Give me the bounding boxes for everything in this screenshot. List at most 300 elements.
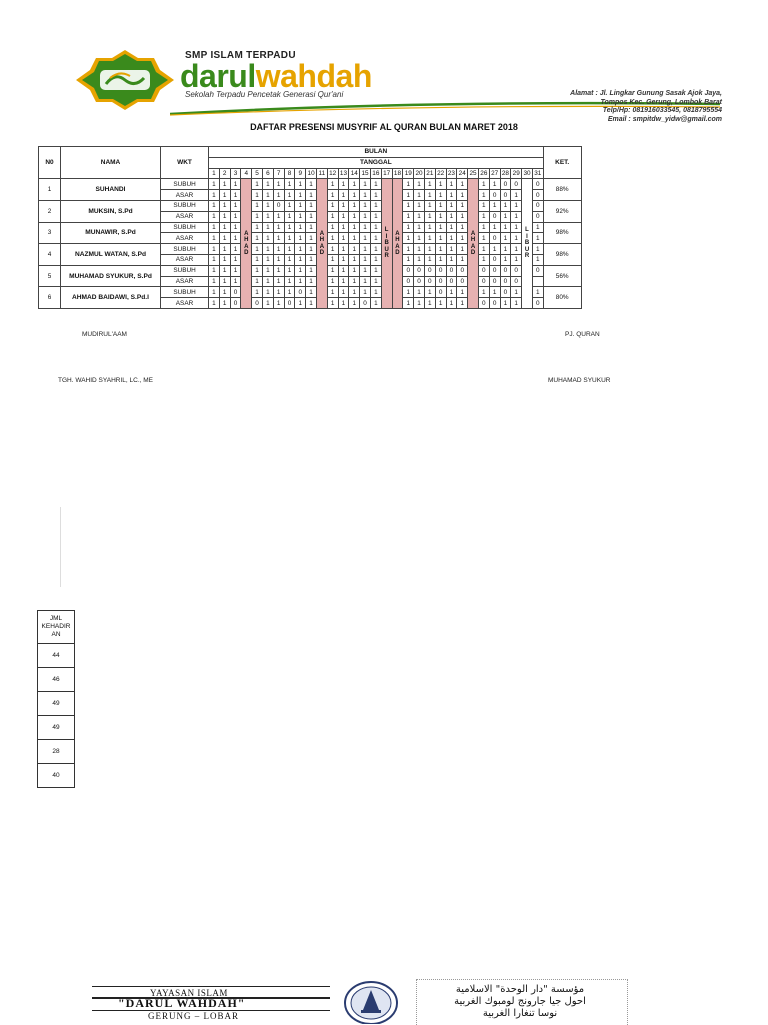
attendance-cell: 0 <box>489 211 500 222</box>
holiday-label: A H A D <box>319 230 325 257</box>
attendance-cell: 0 <box>360 298 371 309</box>
total-value: 46 <box>38 668 75 692</box>
attendance-percent: 56% <box>543 265 581 287</box>
attendance-cell: 1 <box>284 287 295 298</box>
holiday-label: L I B U R <box>524 227 530 260</box>
attendance-cell: 1 <box>349 211 360 222</box>
attendance-cell: 1 <box>219 244 230 255</box>
attendance-cell: 1 <box>273 265 284 276</box>
attendance-cell: 0 <box>532 200 543 211</box>
day-number: 27 <box>491 169 499 177</box>
attendance-cell: 1 <box>424 200 435 211</box>
attendance-cell: 1 <box>349 179 360 190</box>
attendance-cell: 1 <box>306 287 317 298</box>
attendance-cell: 1 <box>230 233 241 244</box>
attendance-cell: 0 <box>489 276 500 287</box>
attendance-cell: 1 <box>511 190 522 201</box>
attendance-cell: 1 <box>306 265 317 276</box>
footer-stamp <box>0 970 768 1024</box>
table-row <box>39 200 582 211</box>
attendance-cell: 1 <box>262 287 273 298</box>
attendance-cell: 1 <box>457 244 468 255</box>
attendance-cell: 0 <box>252 298 263 309</box>
attendance-cell: 1 <box>511 222 522 233</box>
session-label: SUBUH <box>161 200 209 211</box>
signature-right-name: MUHAMAD SYUKUR <box>548 377 611 384</box>
attendance-cell: 1 <box>284 200 295 211</box>
attendance-cell: 1 <box>273 222 284 233</box>
attendance-cell: 1 <box>306 276 317 287</box>
attendance-cell: 1 <box>435 254 446 265</box>
attendance-cell: 1 <box>360 233 371 244</box>
holiday-column <box>316 179 327 309</box>
day-number: 25 <box>469 169 477 177</box>
attendance-cell: 0 <box>230 287 241 298</box>
total-header: JML KEHADIR AN <box>38 611 75 644</box>
day-number: 16 <box>372 169 380 177</box>
day-number: 14 <box>350 169 358 177</box>
session-label: ASAR <box>161 233 209 244</box>
address-line: Alamat : Jl. Lingkar Gunung Sasak Ajok Jaya, <box>570 90 722 97</box>
attendance-cell: 1 <box>500 254 511 265</box>
attendance-cell: 1 <box>457 298 468 309</box>
day-number: 31 <box>534 169 542 177</box>
signature-left-name: TGH. WAHID SYAHRIL, LC., ME <box>58 377 153 384</box>
total-value: 40 <box>38 764 75 788</box>
attendance-cell: 0 <box>230 298 241 309</box>
attendance-cell: 1 <box>295 244 306 255</box>
holiday-label: A H A D <box>395 230 400 257</box>
attendance-cell: 1 <box>338 200 349 211</box>
session-label: ASAR <box>161 211 209 222</box>
attendance-cell: 1 <box>414 244 425 255</box>
row-number: 3 <box>39 222 61 244</box>
attendance-cell: 0 <box>489 233 500 244</box>
attendance-cell: 1 <box>511 211 522 222</box>
header-bulan: BULAN <box>209 147 544 158</box>
teacher-name: MUKSIN, S.Pd <box>61 200 161 222</box>
attendance-cell: 1 <box>424 298 435 309</box>
attendance-cell: 0 <box>414 265 425 276</box>
row-number: 2 <box>39 200 61 222</box>
attendance-cell: 1 <box>327 254 338 265</box>
attendance-cell: 1 <box>500 222 511 233</box>
attendance-percent: 92% <box>543 200 581 222</box>
attendance-cell: 1 <box>209 222 220 233</box>
attendance-cell: 1 <box>403 244 414 255</box>
school-type: SMP ISLAM TERPADU <box>185 50 296 61</box>
session-label: SUBUH <box>161 287 209 298</box>
attendance-cell: 1 <box>262 200 273 211</box>
arabic-line: مؤسسة "دار الوحدة" الاسلامية <box>455 984 585 995</box>
signature-right-title: PJ. QURAN <box>565 331 600 338</box>
attendance-cell: 1 <box>370 200 381 211</box>
attendance-cell: 1 <box>435 211 446 222</box>
row-number: 1 <box>39 179 61 201</box>
attendance-cell: 1 <box>478 244 489 255</box>
attendance-cell: 1 <box>209 276 220 287</box>
attendance-cell: 1 <box>489 287 500 298</box>
session-label: SUBUH <box>161 265 209 276</box>
attendance-cell: 0 <box>457 276 468 287</box>
attendance-cell: 1 <box>262 233 273 244</box>
attendance-cell: 0 <box>500 190 511 201</box>
arabic-line: احول جيا جارونج لومبوك الغربية <box>454 996 586 1007</box>
day-number: 28 <box>501 169 509 177</box>
attendance-cell: 1 <box>284 190 295 201</box>
attendance-cell: 0 <box>489 265 500 276</box>
attendance-cell: 1 <box>489 179 500 190</box>
attendance-cell: 1 <box>284 233 295 244</box>
foundation-line-3: GERUNG – LOBAR <box>148 1011 240 1021</box>
teacher-name: MUNAWIR, S.Pd <box>61 222 161 244</box>
attendance-cell: 1 <box>370 190 381 201</box>
attendance-cell: 1 <box>338 287 349 298</box>
holiday-label: L I B U R <box>384 227 389 260</box>
day-number: 18 <box>393 169 401 177</box>
attendance-cell: 1 <box>209 200 220 211</box>
attendance-cell: 1 <box>273 298 284 309</box>
attendance-cell: 1 <box>511 244 522 255</box>
attendance-cell: 1 <box>457 211 468 222</box>
attendance-cell: 1 <box>349 254 360 265</box>
attendance-cell: 1 <box>230 190 241 201</box>
attendance-percent: 98% <box>543 222 581 244</box>
attendance-cell: 1 <box>284 211 295 222</box>
table-row <box>39 222 582 233</box>
teacher-name: NAZMUL WATAN, S.Pd <box>61 244 161 266</box>
attendance-cell: 1 <box>349 200 360 211</box>
day-number: 19 <box>404 169 412 177</box>
attendance-cell: 1 <box>414 200 425 211</box>
address-line: Email : smpitdw_yidw@gmail.com <box>607 115 722 123</box>
attendance-cell: 1 <box>446 298 457 309</box>
attendance-cell: 1 <box>209 265 220 276</box>
attendance-cell: 1 <box>252 179 263 190</box>
attendance-cell: 1 <box>295 298 306 309</box>
attendance-cell: 0 <box>424 276 435 287</box>
attendance-cell: 1 <box>446 254 457 265</box>
attendance-cell: 1 <box>219 298 230 309</box>
attendance-cell: 1 <box>230 200 241 211</box>
attendance-total-table <box>37 610 75 788</box>
attendance-cell: 1 <box>424 190 435 201</box>
attendance-cell: 1 <box>457 287 468 298</box>
foundation-seal-icon <box>343 978 399 1024</box>
attendance-cell: 1 <box>478 200 489 211</box>
attendance-cell: 1 <box>273 233 284 244</box>
attendance-cell: 1 <box>209 233 220 244</box>
attendance-cell: 0 <box>532 190 543 201</box>
attendance-table <box>38 146 582 309</box>
attendance-cell: 1 <box>306 298 317 309</box>
attendance-cell: 1 <box>457 233 468 244</box>
attendance-cell: 1 <box>435 190 446 201</box>
attendance-cell: 1 <box>360 179 371 190</box>
attendance-percent: 88% <box>543 179 581 201</box>
attendance-cell: 1 <box>424 244 435 255</box>
attendance-cell: 1 <box>306 244 317 255</box>
attendance-cell: 0 <box>435 265 446 276</box>
day-number: 11 <box>316 168 327 179</box>
attendance-cell: 1 <box>349 233 360 244</box>
attendance-cell: 1 <box>219 179 230 190</box>
attendance-cell: 1 <box>414 233 425 244</box>
session-label: ASAR <box>161 276 209 287</box>
attendance-cell: 1 <box>306 179 317 190</box>
attendance-cell: 1 <box>338 254 349 265</box>
attendance-cell: 1 <box>370 211 381 222</box>
attendance-cell: 1 <box>295 211 306 222</box>
day-number: 9 <box>295 168 306 179</box>
attendance-cell: 0 <box>500 265 511 276</box>
day-number: 8 <box>284 168 295 179</box>
attendance-cell: 1 <box>511 200 522 211</box>
attendance-cell: 0 <box>478 276 489 287</box>
attendance-cell: 1 <box>370 298 381 309</box>
school-address <box>570 90 722 124</box>
attendance-cell: 1 <box>446 222 457 233</box>
holiday-label: A H A D <box>244 230 249 257</box>
day-number: 30 <box>523 169 531 177</box>
attendance-cell: 1 <box>489 222 500 233</box>
attendance-cell: 1 <box>252 190 263 201</box>
day-number: 5 <box>252 168 263 179</box>
brand-part-2: wahdah <box>255 58 372 94</box>
teacher-name: SUHANDI <box>61 179 161 201</box>
attendance-cell: 1 <box>230 244 241 255</box>
attendance-cell: 1 <box>338 211 349 222</box>
attendance-cell: 1 <box>500 298 511 309</box>
day-number: 22 <box>437 169 445 177</box>
session-label: SUBUH <box>161 222 209 233</box>
attendance-cell: 1 <box>403 233 414 244</box>
attendance-cell: 1 <box>306 211 317 222</box>
attendance-cell: 0 <box>424 265 435 276</box>
attendance-cell: 1 <box>424 287 435 298</box>
attendance-cell: 1 <box>403 298 414 309</box>
attendance-cell: 1 <box>414 190 425 201</box>
attendance-cell: 1 <box>360 211 371 222</box>
attendance-cell: 1 <box>306 190 317 201</box>
attendance-cell: 1 <box>403 179 414 190</box>
attendance-cell: 1 <box>500 233 511 244</box>
attendance-cell: 0 <box>414 276 425 287</box>
attendance-cell: 0 <box>457 265 468 276</box>
attendance-cell: 1 <box>446 287 457 298</box>
attendance-cell: 1 <box>349 298 360 309</box>
attendance-cell: 1 <box>306 254 317 265</box>
attendance-cell: 1 <box>209 190 220 201</box>
attendance-cell: 1 <box>338 298 349 309</box>
attendance-cell: 1 <box>360 200 371 211</box>
attendance-cell: 1 <box>284 254 295 265</box>
attendance-cell: 0 <box>500 287 511 298</box>
attendance-cell: 1 <box>295 276 306 287</box>
attendance-cell: 1 <box>284 244 295 255</box>
attendance-cell: 1 <box>403 254 414 265</box>
attendance-cell: 0 <box>500 276 511 287</box>
attendance-cell: 1 <box>209 244 220 255</box>
teacher-name: MUHAMAD SYUKUR, S.Pd <box>61 265 161 287</box>
attendance-cell: 1 <box>273 244 284 255</box>
row-number: 5 <box>39 265 61 287</box>
attendance-cell: 0 <box>446 265 457 276</box>
attendance-cell: 1 <box>306 233 317 244</box>
attendance-cell: 0 <box>489 298 500 309</box>
attendance-cell: 1 <box>327 265 338 276</box>
school-logo <box>70 48 180 112</box>
session-label: ASAR <box>161 190 209 201</box>
attendance-cell: 1 <box>252 276 263 287</box>
attendance-cell: 1 <box>327 244 338 255</box>
attendance-cell: 1 <box>327 276 338 287</box>
attendance-cell: 1 <box>219 254 230 265</box>
day-number: 2 <box>219 168 230 179</box>
attendance-cell: 1 <box>349 190 360 201</box>
attendance-cell: 1 <box>500 200 511 211</box>
attendance-cell: 1 <box>532 222 543 233</box>
attendance-cell: 1 <box>327 298 338 309</box>
day-number: 6 <box>262 168 273 179</box>
holiday-column <box>381 179 392 309</box>
attendance-cell: 0 <box>446 276 457 287</box>
attendance-cell: 1 <box>273 211 284 222</box>
day-number: 24 <box>458 169 466 177</box>
attendance-cell: 0 <box>500 179 511 190</box>
arabic-foundation-name <box>420 984 620 1020</box>
attendance-cell: 1 <box>424 179 435 190</box>
attendance-cell: 1 <box>219 287 230 298</box>
attendance-cell: 1 <box>414 287 425 298</box>
attendance-cell: 1 <box>478 233 489 244</box>
holiday-column <box>392 179 403 309</box>
attendance-cell: 1 <box>511 254 522 265</box>
attendance-cell: 1 <box>414 254 425 265</box>
attendance-cell: 0 <box>478 298 489 309</box>
attendance-cell: 0 <box>511 276 522 287</box>
attendance-cell: 1 <box>457 222 468 233</box>
day-number: 20 <box>415 169 423 177</box>
attendance-cell: 1 <box>338 222 349 233</box>
brand-part-1: darul <box>180 58 256 94</box>
attendance-cell: 1 <box>219 190 230 201</box>
row-number: 4 <box>39 244 61 266</box>
address-line: Telp/Hp: 081916033545, 0818795554 <box>602 107 722 114</box>
attendance-cell: 1 <box>360 287 371 298</box>
attendance-cell: 1 <box>360 244 371 255</box>
attendance-cell: 1 <box>230 222 241 233</box>
attendance-cell: 0 <box>295 287 306 298</box>
attendance-cell: 1 <box>295 200 306 211</box>
attendance-cell: 1 <box>370 254 381 265</box>
total-value: 49 <box>38 716 75 740</box>
attendance-cell: 0 <box>478 265 489 276</box>
foundation-line-2: "DARUL WAHDAH" <box>118 996 246 1010</box>
attendance-cell: 1 <box>338 179 349 190</box>
attendance-cell: 1 <box>230 179 241 190</box>
attendance-cell: 1 <box>370 276 381 287</box>
attendance-cell: 1 <box>370 179 381 190</box>
attendance-cell: 1 <box>360 265 371 276</box>
attendance-cell: 1 <box>327 190 338 201</box>
attendance-cell: 1 <box>252 265 263 276</box>
attendance-cell: 1 <box>209 211 220 222</box>
attendance-cell: 1 <box>489 200 500 211</box>
attendance-cell: 1 <box>209 254 220 265</box>
attendance-cell: 1 <box>219 200 230 211</box>
attendance-cell: 1 <box>230 211 241 222</box>
attendance-cell: 1 <box>370 287 381 298</box>
day-number: 21 <box>426 169 434 177</box>
attendance-cell: 1 <box>262 222 273 233</box>
attendance-cell: 1 <box>478 190 489 201</box>
attendance-cell: 1 <box>435 244 446 255</box>
attendance-cell: 1 <box>209 179 220 190</box>
table-row <box>39 179 582 190</box>
attendance-cell: 1 <box>435 233 446 244</box>
attendance-cell: 1 <box>306 200 317 211</box>
teacher-name: AHMAD BAIDAWI, S.Pd.I <box>61 287 161 309</box>
attendance-cell: 1 <box>338 244 349 255</box>
day-number: 29 <box>512 169 520 177</box>
day-number: 17 <box>383 169 391 177</box>
attendance-cell: 1 <box>446 190 457 201</box>
attendance-cell: 0 <box>489 254 500 265</box>
holiday-column <box>522 179 533 309</box>
attendance-cell: 1 <box>295 233 306 244</box>
attendance-cell: 1 <box>209 298 220 309</box>
attendance-cell: 1 <box>327 179 338 190</box>
session-label: ASAR <box>161 254 209 265</box>
day-number: 23 <box>447 169 455 177</box>
attendance-cell: 1 <box>370 233 381 244</box>
attendance-cell: 1 <box>273 254 284 265</box>
attendance-cell: 1 <box>349 287 360 298</box>
attendance-cell: 1 <box>403 190 414 201</box>
attendance-cell: 1 <box>424 233 435 244</box>
attendance-cell: 0 <box>435 276 446 287</box>
attendance-cell: 1 <box>262 179 273 190</box>
address-line: Tompos Kec. Gerung, Lombok Barat <box>600 98 722 106</box>
attendance-cell: 1 <box>446 200 457 211</box>
attendance-cell: 1 <box>284 222 295 233</box>
attendance-cell: 1 <box>370 222 381 233</box>
attendance-cell: 1 <box>327 211 338 222</box>
row-number: 6 <box>39 287 61 309</box>
attendance-cell: 1 <box>284 276 295 287</box>
attendance-cell: 1 <box>230 265 241 276</box>
attendance-cell: 1 <box>327 200 338 211</box>
attendance-cell: 1 <box>262 276 273 287</box>
attendance-cell: 1 <box>338 276 349 287</box>
attendance-cell: 1 <box>360 254 371 265</box>
header-tanggal: TANGGAL <box>209 157 544 168</box>
attendance-cell: 1 <box>295 179 306 190</box>
attendance-cell: 1 <box>327 287 338 298</box>
attendance-cell: 1 <box>252 200 263 211</box>
attendance-cell: 1 <box>306 222 317 233</box>
attendance-cell: 1 <box>252 222 263 233</box>
attendance-cell: 1 <box>327 222 338 233</box>
attendance-cell: 1 <box>511 233 522 244</box>
attendance-cell: 1 <box>424 222 435 233</box>
attendance-cell: 1 <box>532 244 543 255</box>
attendance-cell: 1 <box>500 244 511 255</box>
day-number: 15 <box>361 169 369 177</box>
school-tagline: Sekolah Terpadu Pencetak Generasi Qur'ani <box>185 90 344 99</box>
attendance-cell: 1 <box>252 244 263 255</box>
